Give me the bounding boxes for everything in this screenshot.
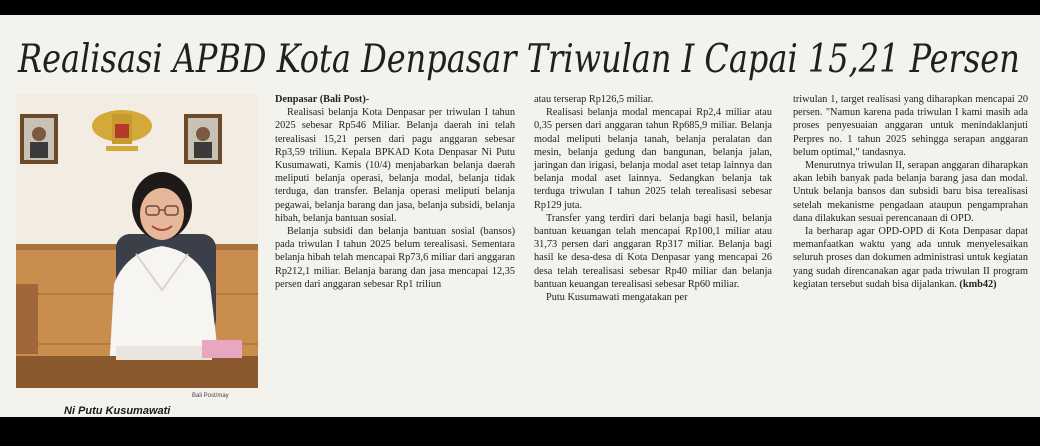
paragraph-text: Ia berharap agar OPD-OPD di Kota Denpasar dapat memanfaatkan waktu yang ada untuk menyelesaikan seluruh proses dan dokumen administrasi untuk kegiatan yang sudah direncanakan agar pada triwulan II program kegiatan tersebut sudah bisa dijalankan. [793, 226, 1028, 290]
portrait-illustration [16, 94, 258, 388]
paragraph: Transfer yang terdiri dari belanja bagi hasil, belanja bantuan keuangan telah mencapai Rp100,1 miliar atau 31,73 persen dari anggaran Rp317 miliar. Belanja bagi hasil ke desa-desa di Kota Denpasar yang mencapai 26 desa telah terealisasi sebesar Rp40 miliar dan belanja bantuan keuangan terealisasi sebesar Rp60 miliar. [534, 212, 772, 290]
article-column-3 [793, 93, 1028, 291]
framed-portrait-right [184, 114, 222, 164]
paragraph: Realisasi belanja modal mencapai Rp2,4 miliar atau 0,35 persen dari anggaran tahun Rp685,9 miliar. Belanja modal meliputi belanja tanah, belanja peralatan dan mesin, belanja gedung dan bangunan, belanja jalan, jaringan dan irigasi, belanja modal aset tetap lainnya dan belanja modal aset lainnya. Sedangkan belanja tak terduga triwulan I tahun 2025 telah terealisasi sebesar Rp129 juta. [534, 107, 772, 211]
paragraph: triwulan 1, target realisasi yang diharapkan mencapai 20 persen. "Namun karena pada triwulan I kami masih ada proses penyesuaian anggaran untuk menindaklanjuti Perpres no. 1 tahun 2025 sehingga serapan anggaran belum optimal," tandasnya. [793, 94, 1028, 158]
paragraph: Menurutnya triwulan II, serapan anggaran diharapkan akan lebih banyak pada belanja barang jasa dan modal. Untuk belanja bansos dan subsidi baru bisa terealisasi setelah mekanisme pengadaan ataupun pengamprahan dana dilakukan sesuai perencanaan di OPD. [793, 160, 1028, 224]
paragraph: Putu Kusumawati mengatakan per [546, 292, 688, 304]
article-column-1 [275, 93, 515, 291]
dateline: Denpasar (Bali Post)- [275, 94, 370, 105]
paragraph: Belanja subsidi dan belanja bantuan sosial (bansos) pada triwulan I tahun 2025 belum terealisasi. Sementara belanja hibah telah mencapai Rp73,6 miliar dari anggaran Rp212,1 miliar. Belanja barang dan jasa mencapai 12,35 persen dari anggaran sebesar Rp1 triliun [275, 226, 515, 290]
author-signature: (kmb42) [959, 278, 997, 290]
photo-caption: Ni Putu Kusumawati [64, 405, 171, 417]
paragraph: atau terserap Rp126,5 miliar. [534, 94, 654, 105]
framed-portrait-left [20, 114, 58, 164]
article-photo [16, 94, 258, 388]
paragraph: Realisasi belanja Kota Denpasar per triwulan I tahun 2025 sebesar Rp546 Miliar. Belanja daerah ini telah terealisasi 15,21 persen dari pagu anggaran sebesar Rp3,59 triliun. Kepala BPKAD Kota Denpasar Ni Putu Kusumawati, Kamis (10/4) menjabarkan belanja daerah meliputi belanja operasi, belanja modal, belanja tidak terduga, dan transfer. Belanja operasi meliputi belanja pegawai, belanja barang dan jasa, belanja subsidi, belanja hibah, belanja bantuan sosial. [275, 107, 515, 224]
article-column-2 [534, 93, 772, 304]
newspaper-clipping [0, 15, 1040, 417]
paragraph [793, 225, 1028, 291]
headline: Realisasi APBD Kota Denpasar Triwulan I Capai 15,21 Persen [18, 37, 1020, 82]
photo-credit: Bali Post/may [192, 393, 229, 399]
